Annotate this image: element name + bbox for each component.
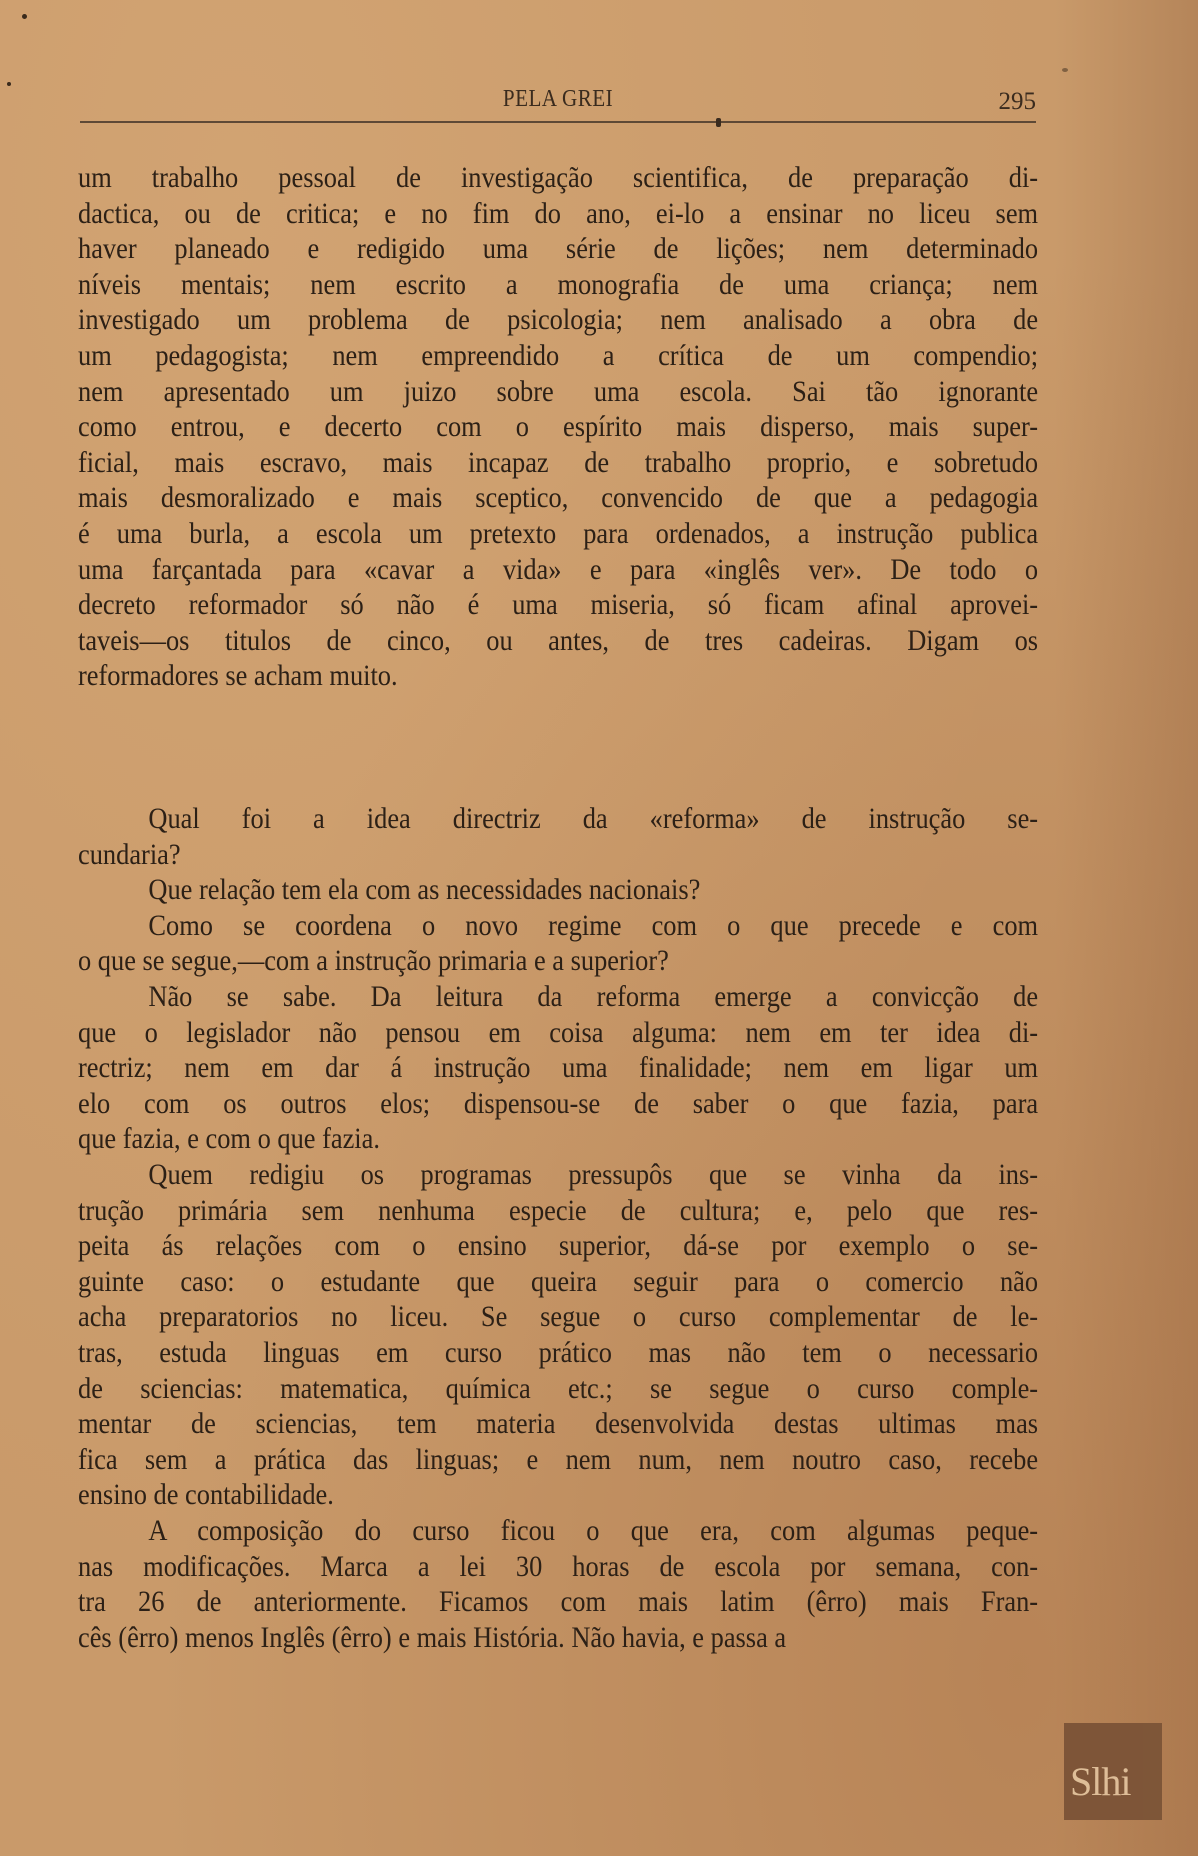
text-line-content: trução primária sem nenhuma especie de cultura; e, pelo que res- bbox=[78, 1193, 1039, 1227]
text-line bbox=[78, 1157, 1038, 1193]
text-line bbox=[78, 409, 1038, 445]
rule-ornament bbox=[716, 118, 721, 127]
paper-speck bbox=[1062, 68, 1068, 72]
text-line-content: de sciencias: matematica, química etc.; se segue o curso comple- bbox=[78, 1371, 1039, 1405]
text-line bbox=[78, 587, 1038, 623]
text-line-content: reformadores se acham muito. bbox=[78, 659, 398, 693]
text-line bbox=[78, 1264, 1038, 1300]
text-line bbox=[78, 1477, 1038, 1513]
text-line bbox=[78, 1620, 1038, 1656]
paper-speck bbox=[22, 14, 27, 19]
text-line bbox=[78, 1015, 1038, 1051]
text-line-content: tras, estuda linguas em curso prático mas não tem o necessario bbox=[78, 1336, 1039, 1369]
running-title: PELA GREI bbox=[502, 86, 614, 112]
text-line bbox=[78, 196, 1038, 232]
text-line-content: investigado um problema de psicologia; nem analisado a obra de bbox=[78, 303, 1039, 337]
running-header bbox=[80, 84, 1036, 124]
text-line-content: mentar de sciencias, tem materia desenvolvida destas ultimas mas bbox=[78, 1407, 1039, 1441]
text-line-content: elo com os outros elos; dispensou-se de saber o que fazia, para bbox=[78, 1086, 1039, 1120]
text-line bbox=[78, 1299, 1038, 1335]
text-line bbox=[78, 658, 1038, 694]
text-line-content: níveis mentais; nem escrito a monografia de uma criança; nem bbox=[78, 267, 1039, 301]
text-line bbox=[78, 516, 1038, 552]
text-line-content: como entrou, e decerto com o espírito mais disperso, mais super- bbox=[78, 410, 1039, 444]
text-line bbox=[78, 872, 1038, 908]
text-line-content: mais desmoralizado e mais sceptico, convencido de que a pedagogia bbox=[78, 481, 1039, 515]
text-line-content: Qual foi a idea directriz da «reforma» de instrução se- bbox=[148, 802, 1039, 835]
text-line-content: decreto reformador só não é uma miseria, só ficam afinal aprovei- bbox=[78, 588, 1039, 622]
watermark-logo bbox=[1064, 1723, 1162, 1820]
text-line-content: cês (êrro) menos Inglês (êrro) e mais História. Não havia, e passa a bbox=[78, 1620, 787, 1654]
text-line-content: haver planeado e redigido uma série de lições; nem determinado bbox=[78, 232, 1039, 266]
text-line bbox=[78, 1228, 1038, 1264]
text-line bbox=[78, 231, 1038, 267]
text-line bbox=[78, 374, 1038, 410]
text-line bbox=[78, 908, 1038, 944]
text-line bbox=[78, 1406, 1038, 1442]
text-line-content: Quem redigiu os programas pressupôs que se vinha da ins- bbox=[148, 1158, 1039, 1191]
text-line-content: A composição do curso ficou o que era, com algumas peque- bbox=[148, 1514, 1039, 1547]
text-line-content: cundaria? bbox=[78, 837, 181, 871]
header-rule bbox=[80, 121, 1036, 123]
text-line bbox=[78, 1371, 1038, 1407]
page-number: 295 bbox=[998, 88, 1036, 115]
text-line bbox=[78, 338, 1038, 374]
text-line bbox=[78, 1549, 1038, 1585]
text-line-content: guinte caso: o estudante que queira seguir para o comercio não bbox=[78, 1264, 1039, 1298]
text-line-content: nem apresentado um juizo sobre uma escola. Sai tão ignorante bbox=[78, 374, 1039, 408]
text-line-content: taveis—os titulos de cinco, ou antes, de tres cadeiras. Digam os bbox=[78, 623, 1039, 657]
text-line-content: que fazia, e com o que fazia. bbox=[78, 1122, 380, 1156]
text-line-content: Não se sabe. Da leitura da reforma emerge a convicção de bbox=[148, 980, 1039, 1013]
text-line-content: um pedagogista; nem empreendido a crítica de um compendio; bbox=[78, 339, 1039, 372]
text-line bbox=[78, 480, 1038, 516]
text-line-content: fica sem a prática das linguas; e nem num, nem noutro caso, recebe bbox=[78, 1442, 1039, 1476]
watermark-text: Slhi bbox=[1070, 1759, 1131, 1804]
text-line bbox=[78, 552, 1038, 588]
text-line-content: Como se coordena o novo regime com o que precede e com bbox=[148, 908, 1039, 942]
paper-speck bbox=[7, 82, 11, 86]
text-line bbox=[78, 267, 1038, 303]
text-line-content: acha preparatorios no liceu. Se segue o curso complementar de le- bbox=[78, 1300, 1039, 1334]
text-line-content: o que se segue,—com a instrução primaria e a superior? bbox=[78, 944, 669, 978]
text-line-content: nas modificações. Marca a lei 30 horas de escola por semana, con- bbox=[78, 1549, 1039, 1583]
text-line bbox=[78, 1121, 1038, 1157]
text-line-content: ensino de contabilidade. bbox=[78, 1478, 334, 1512]
text-line bbox=[78, 801, 1038, 837]
text-line bbox=[78, 943, 1038, 979]
text-line-content: um trabalho pessoal de investigação scientifica, de preparação di- bbox=[78, 161, 1039, 194]
text-line-content: que o legislador não pensou em coisa alguma: nem em ter idea di- bbox=[78, 1015, 1039, 1049]
text-line bbox=[78, 1442, 1038, 1478]
text-line-content: Que relação tem ela com as necessidades nacionais? bbox=[148, 873, 701, 907]
text-line-content: tra 26 de anteriormente. Ficamos com mais latim (êrro) mais Fran- bbox=[78, 1585, 1039, 1619]
text-line bbox=[78, 1335, 1038, 1371]
text-line bbox=[78, 160, 1038, 196]
text-line-content: rectriz; nem em dar á instrução uma finalidade; nem em ligar um bbox=[78, 1051, 1039, 1085]
text-line-content: peita ás relações com o ensino superior, dá-se por exemplo o se- bbox=[78, 1229, 1039, 1263]
text-line-content: ficial, mais escravo, mais incapaz de trabalho proprio, e sobretudo bbox=[78, 445, 1039, 479]
text-line bbox=[78, 979, 1038, 1015]
text-line bbox=[78, 1086, 1038, 1122]
text-line-content: dactica, ou de critica; e no fim do ano, ei-lo a ensinar no liceu sem bbox=[78, 196, 1039, 230]
text-line-content: uma farçantada para «cavar a vida» e para «inglês ver». De todo o bbox=[78, 552, 1039, 586]
text-line bbox=[78, 837, 1038, 873]
text-line bbox=[78, 1513, 1038, 1549]
text-line bbox=[78, 1584, 1038, 1620]
text-line-content: é uma burla, a escola um pretexto para ordenados, a instrução publica bbox=[78, 517, 1039, 550]
text-line bbox=[78, 1050, 1038, 1086]
text-line bbox=[78, 302, 1038, 338]
text-line bbox=[78, 445, 1038, 481]
text-line bbox=[78, 1193, 1038, 1229]
text-line bbox=[78, 623, 1038, 659]
